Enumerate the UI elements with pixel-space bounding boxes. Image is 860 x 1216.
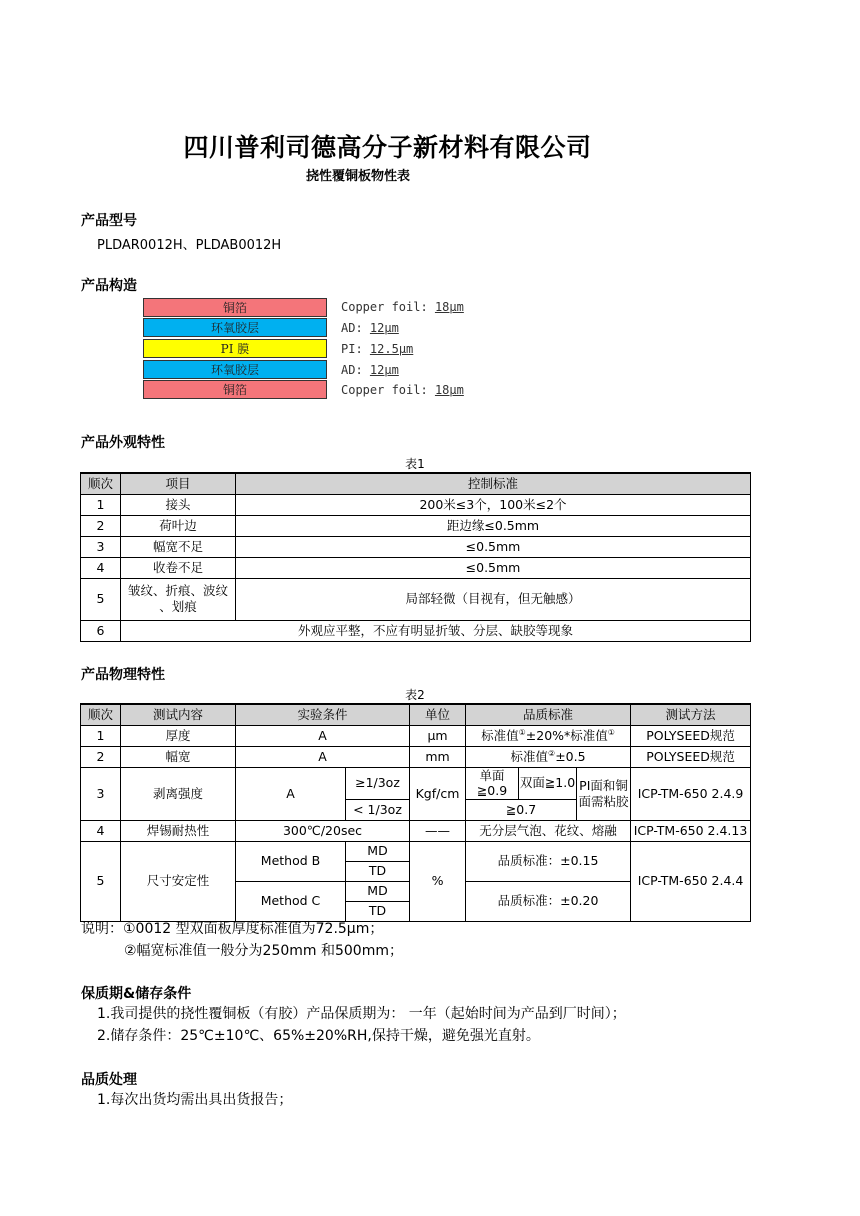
cell-standard: 200米≤3个，100米≤2个: [236, 494, 751, 515]
cell-method: ICP-TM-650 2.4.4: [631, 841, 751, 921]
cell-no: 2: [81, 746, 121, 767]
cell-content: 焊锡耐热性: [121, 820, 236, 841]
note-line-2: ②幅宽标准值一般分为250mm 和500mm；: [124, 943, 403, 959]
cell-standard: 双面≧1.0: [519, 767, 577, 799]
cell-standard: 无分层气泡、花纹、熔融: [466, 820, 631, 841]
spec-value: 12.5μm: [369, 342, 414, 356]
footnote-mark: ①: [607, 727, 615, 737]
cell-unit: μm: [410, 725, 466, 746]
note-line: PI面和铜: [579, 778, 628, 793]
model-value: PLDAR0012H、PLDAB0012H: [97, 238, 282, 253]
document-title: 挠性覆铜板物性表: [306, 169, 411, 184]
footnote-mark: ①: [518, 727, 526, 737]
cell-condition: A: [236, 746, 410, 767]
cell-method: POLYSEED规范: [631, 725, 751, 746]
cell-condition: A: [236, 725, 410, 746]
cell-content: 幅宽: [121, 746, 236, 767]
cell-no: 3: [81, 536, 121, 557]
item-line: 、划痕: [159, 599, 197, 614]
col-header: 单位: [410, 704, 466, 725]
cell-no: 5: [81, 578, 121, 620]
table-row: [81, 578, 751, 620]
cell-item: 接头: [121, 494, 236, 515]
col-header: 项目: [121, 473, 236, 494]
cell-condition: Method C: [236, 881, 346, 921]
cell-direction: MD: [346, 881, 410, 901]
cell-subcondition: < 1/3oz: [346, 799, 410, 820]
appearance-table: [80, 472, 751, 642]
col-header: 测试内容: [121, 704, 236, 725]
std-text: 标准值: [510, 748, 549, 764]
spec-label: AD:: [341, 363, 363, 377]
item-line: 皱纹、折痕、波纹: [127, 583, 228, 599]
layer-pi-film: PI 膜: [143, 339, 327, 358]
cell-no: 6: [81, 620, 121, 641]
cell-subcondition: ≥1/3oz: [346, 767, 410, 799]
std-text: ±20%*标准值: [525, 727, 608, 743]
cell-standard: ≤0.5mm: [236, 536, 751, 557]
cell-unit: Kgf/cm: [410, 767, 466, 820]
table1-caption: 表1: [405, 457, 425, 471]
spec-label: Copper foil:: [341, 383, 428, 397]
cell-condition: A: [236, 767, 346, 820]
cell-standard: [466, 746, 631, 767]
cell-no: 2: [81, 515, 121, 536]
cell-item: 收卷不足: [121, 557, 236, 578]
cell-direction: TD: [346, 901, 410, 921]
layer-spec-5: [341, 383, 464, 397]
spec-value: 18μm: [434, 383, 464, 397]
cell-standard: 品质标准：±0.15: [466, 841, 631, 881]
cell-condition: Method B: [236, 841, 346, 881]
layer-adhesive-top: 环氧胶层: [143, 318, 327, 337]
table-header-row: [81, 704, 751, 725]
layer-adhesive-bottom: 环氧胶层: [143, 360, 327, 379]
storage-line-2: 2.储存条件：25℃±10℃、65%±20%RH,保持干燥，避免强光直射。: [97, 1028, 540, 1044]
table-row: [81, 620, 751, 641]
cell-unit: %: [410, 841, 466, 921]
cell-method: ICP-TM-650 2.4.9: [631, 767, 751, 820]
layer-spec-3: [341, 342, 413, 356]
cell-no: 4: [81, 820, 121, 841]
cell-standard: ≧0.7: [466, 799, 577, 820]
cell-method: ICP-TM-650 2.4.13: [631, 820, 751, 841]
col-header: 实验条件: [236, 704, 410, 725]
cell-no: 4: [81, 557, 121, 578]
cell-no: 1: [81, 725, 121, 746]
table-row: [81, 494, 751, 515]
table-row: [81, 820, 751, 841]
std-text: ±0.5: [555, 748, 586, 764]
cell-content: 尺寸安定性: [121, 841, 236, 921]
table-row: [81, 536, 751, 557]
model-heading: 产品型号: [81, 213, 137, 229]
cell-standard-note: [577, 767, 631, 820]
table-row: [81, 767, 751, 799]
company-name: 四川普利司德高分子新材料有限公司: [183, 133, 592, 162]
cell-no: 5: [81, 841, 121, 921]
cell-standard: 外观应平整，不应有明显折皱、分层、缺胶等现象: [121, 620, 751, 641]
footnote-mark: ②: [548, 748, 556, 758]
quality-heading: 品质处理: [81, 1072, 137, 1088]
cell-unit: mm: [410, 746, 466, 767]
cell-standard: 距边缘≤0.5mm: [236, 515, 751, 536]
cell-direction: TD: [346, 861, 410, 881]
table-header-row: [81, 473, 751, 494]
storage-line-1: 1.我司提供的挠性覆铜板（有胶）产品保质期为： 一年（起始时间为产品到厂时间）；: [97, 1006, 626, 1022]
spec-value: 12μm: [369, 321, 399, 335]
table-row: [81, 515, 751, 536]
std-text: 标准值: [481, 727, 519, 743]
col-header: 顺次: [81, 704, 121, 725]
cell-item: [121, 578, 236, 620]
quality-line-1: 1.每次出货均需出具出货报告；: [97, 1092, 293, 1108]
table-row: [81, 557, 751, 578]
cell-method: POLYSEED规范: [631, 746, 751, 767]
layer-spec-2: [341, 321, 399, 335]
col-header: 品质标准: [466, 704, 631, 725]
physical-table: [80, 703, 751, 922]
col-header: 控制标准: [236, 473, 751, 494]
layer-copper-bottom: 铜箔: [143, 380, 327, 399]
cell-standard: 品质标准：±0.20: [466, 881, 631, 921]
cell-standard: [466, 725, 631, 746]
cell-standard: 局部轻微（目视有，但无触感）: [236, 578, 751, 620]
cell-standard: 单面≧0.9: [466, 767, 519, 799]
appearance-heading: 产品外观特性: [81, 435, 165, 451]
layer-spec-4: [341, 363, 399, 377]
spec-label: AD:: [341, 321, 363, 335]
spec-label: Copper foil:: [341, 300, 428, 314]
physical-heading: 产品物理特性: [81, 667, 165, 683]
note-line: 面需粘胶: [578, 793, 629, 809]
cell-no: 3: [81, 767, 121, 820]
layer-spec-1: [341, 300, 464, 314]
spec-value: 18μm: [434, 300, 464, 314]
cell-standard: ≤0.5mm: [236, 557, 751, 578]
col-header: 测试方法: [631, 704, 751, 725]
note-line-1: 说明：①0012 型双面板厚度标准值为72.5μm；: [81, 921, 384, 937]
table2-caption: 表2: [405, 688, 425, 702]
table-row: [81, 725, 751, 746]
table-row: [81, 841, 751, 861]
storage-heading: 保质期&储存条件: [81, 986, 192, 1002]
cell-content: 剥离强度: [121, 767, 236, 820]
cell-no: 1: [81, 494, 121, 515]
structure-heading: 产品构造: [81, 278, 137, 294]
cell-item: 荷叶边: [121, 515, 236, 536]
layer-copper-top: 铜箔: [143, 298, 327, 317]
spec-label: PI:: [341, 342, 363, 356]
col-header: 顺次: [81, 473, 121, 494]
cell-unit: ——: [410, 820, 466, 841]
cell-item: 幅宽不足: [121, 536, 236, 557]
cell-direction: MD: [346, 841, 410, 861]
cell-condition: 300℃/20sec: [236, 820, 410, 841]
cell-content: 厚度: [121, 725, 236, 746]
spec-value: 12μm: [369, 363, 399, 377]
table-row: [81, 746, 751, 767]
